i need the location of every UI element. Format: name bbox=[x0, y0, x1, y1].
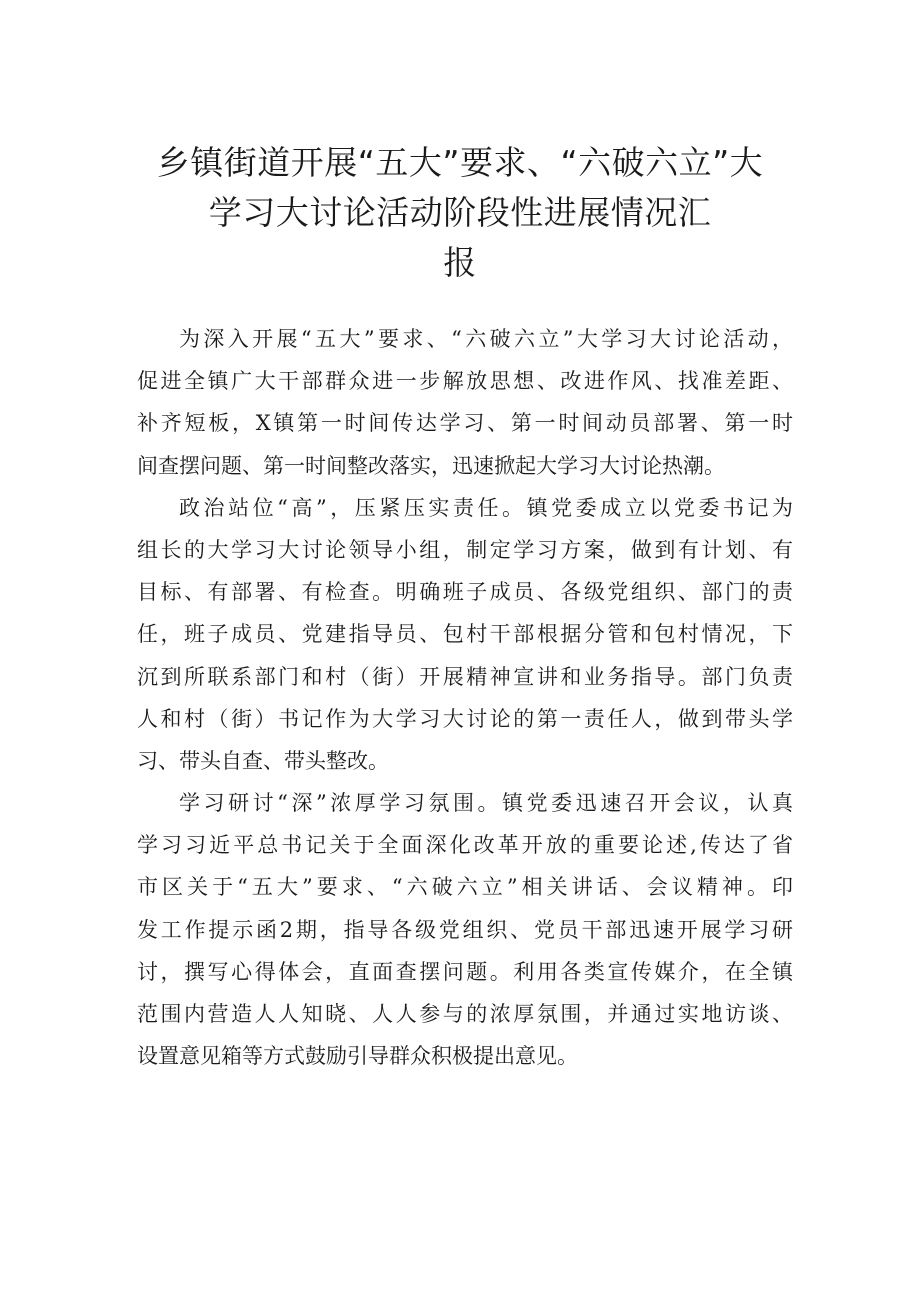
paragraph-line: 政治站位“高”，压紧压实责任。镇党委成立以党委书记为 bbox=[179, 495, 793, 520]
paragraph bbox=[137, 782, 793, 1077]
paragraph-line: 间查摆问题、第一时间整改落实，迅速掀起大学习大讨论热潮。 bbox=[137, 453, 725, 478]
paragraph-line: 习、带头自查、带头整改。 bbox=[137, 748, 389, 773]
paragraph bbox=[137, 318, 793, 487]
paragraph-line: 目标、有部署、有检查。明确班子成员、各级党组织、部门的责 bbox=[137, 580, 793, 605]
paragraph-line: 沉到所联系部门和村（街）开展精神宣讲和业务指导。部门负责 bbox=[137, 664, 793, 689]
title-line: 报 bbox=[443, 243, 477, 282]
title-line: 学习大讨论活动阶段性进展情况汇 bbox=[208, 193, 712, 232]
paragraph-line: 学习习近平总书记关于全面深化改革开放的重要论述,传达了省 bbox=[137, 833, 793, 858]
paragraph-line: 任，班子成员、党建指导员、包村干部根据分管和包村情况，下 bbox=[137, 622, 793, 647]
paragraph-line: 发工作提示函2期，指导各级党组织、党员干部迅速开展学习研 bbox=[137, 917, 793, 942]
paragraph-line: 促进全镇广大干部群众进一步解放思想、改进作风、找准差距、 bbox=[137, 369, 793, 394]
paragraph-line: 为深入开展“五大”要求、“六破六立”大学习大讨论活动， bbox=[179, 327, 793, 351]
document-title bbox=[120, 138, 800, 288]
paragraph-line: 补齐短板，X镇第一时间传达学习、第一时间动员部署、第一时 bbox=[137, 411, 793, 436]
paragraph-line: 讨，撰写心得体会，直面查摆问题。利用各类宣传媒介，在全镇 bbox=[137, 959, 793, 984]
title-line: 乡镇街道开展“五大”要求、“六破六立”大 bbox=[156, 143, 764, 182]
paragraph-line: 学习研讨“深”浓厚学习氛围。镇党委迅速召开会议，认真 bbox=[179, 791, 793, 816]
paragraph-line: 人和村（街）书记作为大学习大讨论的第一责任人，做到带头学 bbox=[137, 706, 793, 731]
paragraph bbox=[137, 487, 793, 782]
paragraph-line: 设置意见箱等方式鼓励引导群众积极提出意见。 bbox=[137, 1044, 578, 1069]
paragraph-line: 范围内营造人人知晓、人人参与的浓厚氛围，并通过实地访谈、 bbox=[137, 1002, 793, 1026]
document-body bbox=[137, 318, 793, 1077]
paragraph-line: 组长的大学习大讨论领导小组，制定学习方案，做到有计划、有 bbox=[137, 537, 793, 562]
paragraph-line: 市区关于“五大”要求、“六破六立”相关讲话、会议精神。印 bbox=[137, 875, 793, 900]
